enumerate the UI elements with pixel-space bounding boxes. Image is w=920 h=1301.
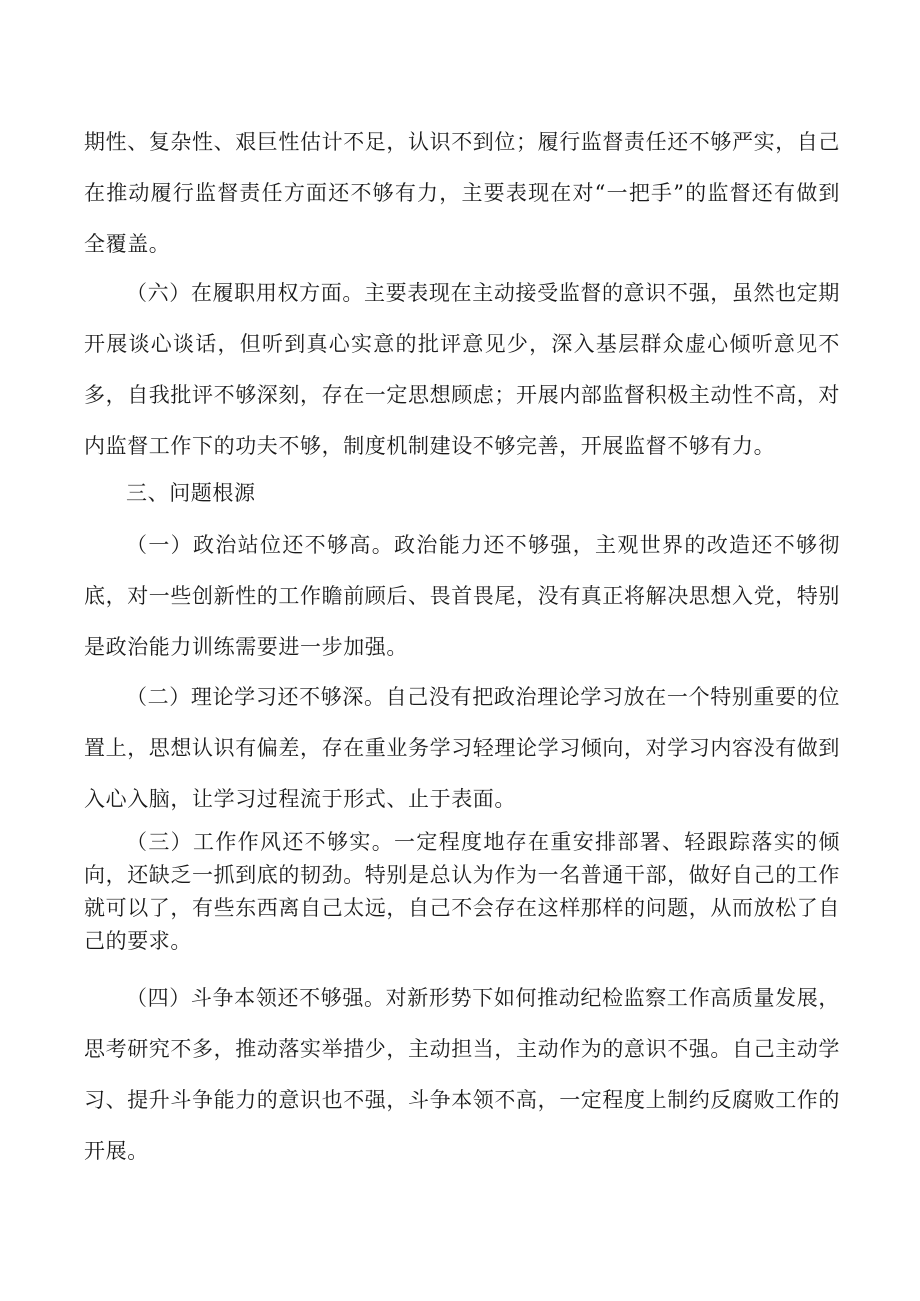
paragraph-root-four: （四）斗争本领还不够强。对新形势下如何推动纪检监察工作高质量发展，思考研究不多，推动落实举措少，主动担当，主动作为的意识不强。自己主动学习、提升斗争能力的意识也不强，斗争本领不高，一定程度上制约反腐败工作的开展。 xyxy=(84,986,840,1163)
paragraph-root-two: （二）理论学习还不够深。自己没有把政治理论学习放在一个特别重要的位置上，思想认识有偏差，存在重业务学习轻理论学习倾向，对学习内容没有做到入心入脑，让学习过程流于形式、止于表面。 xyxy=(84,685,840,811)
section-heading-problem-roots: 三、问题根源 xyxy=(126,481,256,505)
paragraph-section-six: （六）在履职用权方面。主要表现在主动接受监督的意识不强，虽然也定期开展谈心谈话，但听到真心实意的批评意见少，深入基层群众虚心倾听意见不多，自我批评不够深刻，存在一定思想顾虑；开展内部监督积极主动性不高，对内监督工作下的功夫不够，制度机制建设不够完善，开展监督不够有力。 xyxy=(84,281,840,458)
paragraph-root-one: （一）政治站位还不够高。政治能力还不够强，主观世界的改造还不够彻底，对一些创新性的工作瞻前顾后、畏首畏尾，没有真正将解决思想入党，特别是政治能力训练需要进一步加强。 xyxy=(84,533,840,659)
paragraph-root-three: （三）工作作风还不够实。一定程度地存在重安排部署、轻跟踪落实的倾向，还缺乏一抓到底的韧劲。特别是总认为作为一名普通干部，做好自己的工作就可以了，有些东西离自己太远，自己不会存在这样那样的问题，从而放松了自己的要求。 xyxy=(84,830,840,953)
paragraph-continuation: 期性、复杂性、艰巨性估计不足，认识不到位；履行监督责任还不够严实，自己在推动履行监督责任方面还不够有力，主要表现在对“一把手”的监督还有做到全覆盖。 xyxy=(84,130,840,256)
